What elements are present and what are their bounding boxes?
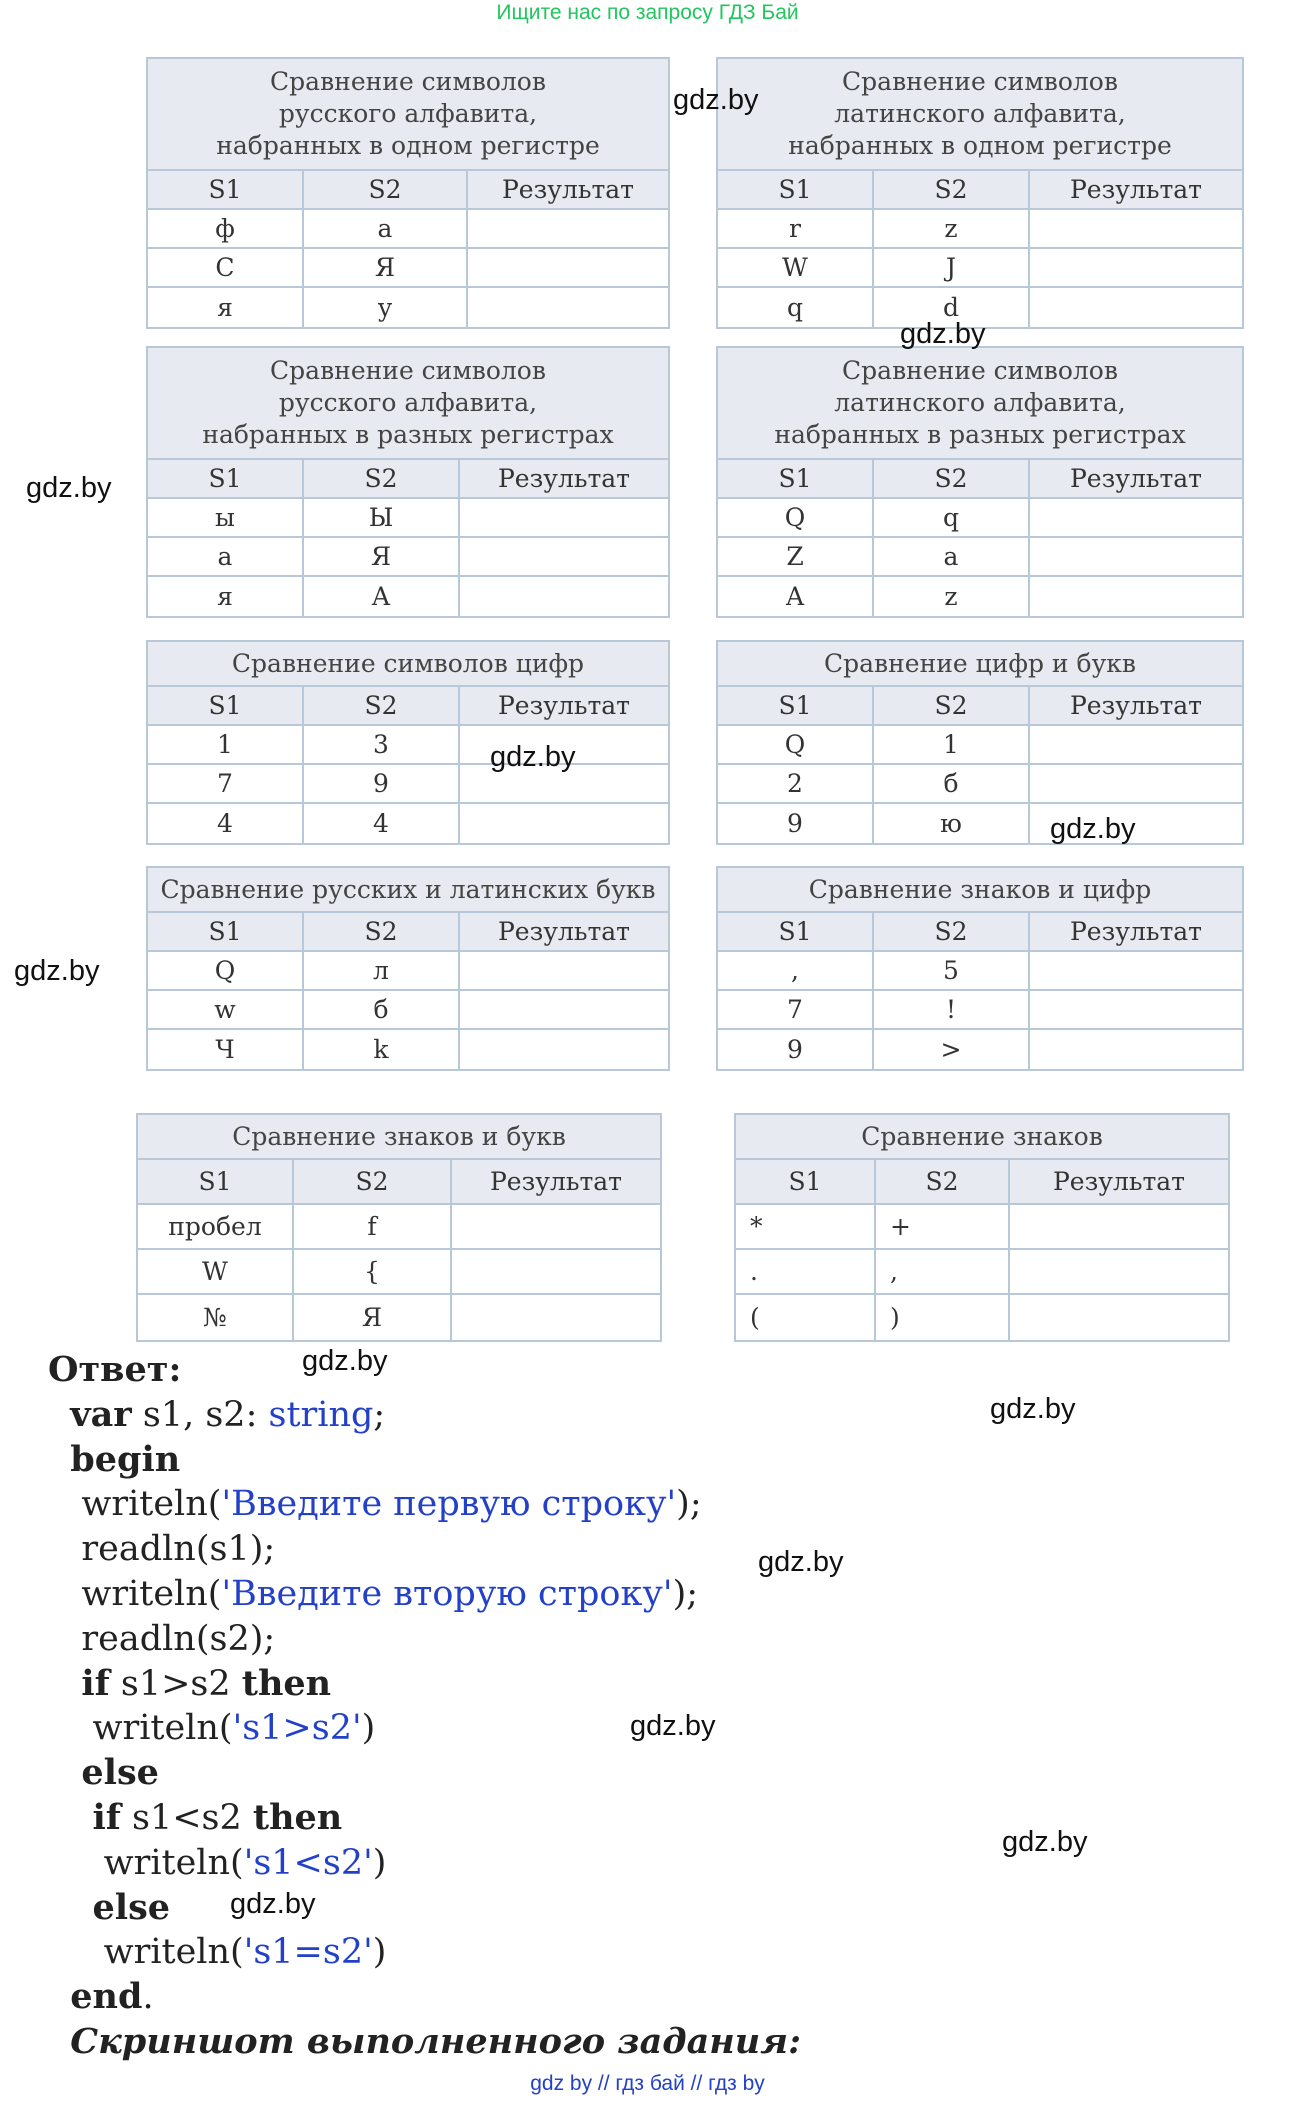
table-cell: Q: [718, 726, 874, 763]
table-cell: [1030, 249, 1242, 286]
table-cell: ,: [876, 1250, 1010, 1293]
watermark: gdz.by: [230, 1888, 316, 1920]
column-header: S2: [874, 460, 1030, 497]
table-title-line: Сравнение символов: [842, 67, 1118, 96]
table-title-line: Сравнение знаков и букв: [232, 1121, 566, 1151]
table-cell: w: [148, 991, 304, 1028]
table-cell: а: [148, 538, 304, 575]
code-line: writeln('Введите вторую строку');: [81, 1573, 699, 1614]
table-title-line: Сравнение символов цифр: [231, 648, 585, 678]
table-cell: [1030, 538, 1242, 575]
table-cell: W: [138, 1250, 294, 1293]
table-cell: [1030, 288, 1242, 327]
table-cell: Q: [718, 499, 874, 536]
table-cell: >: [874, 1030, 1030, 1069]
code-line: writeln('s1<s2'): [103, 1842, 387, 1883]
table-cell: [1010, 1295, 1228, 1340]
table-cell: 9: [718, 1030, 874, 1069]
table-cell: 1: [874, 726, 1030, 763]
comparison-table: [146, 866, 670, 1071]
table-cell: Ы: [304, 499, 460, 536]
table-header-row: [148, 460, 668, 499]
table-row: [718, 765, 1242, 804]
column-header: Результат: [497, 691, 631, 720]
table-title: [148, 868, 668, 913]
table-row: [148, 1030, 668, 1069]
column-header: Результат: [501, 175, 635, 204]
table-title-line: латинского алфавита,: [834, 99, 1126, 128]
table-cell: Z: [718, 538, 874, 575]
watermark: gdz.by: [758, 1546, 844, 1578]
table-title-line: латинского алфавита,: [834, 388, 1126, 417]
comparison-table: [146, 346, 670, 618]
table-cell: z: [874, 577, 1030, 616]
table-cell: [468, 288, 668, 327]
code-line: writeln('s1=s2'): [103, 1932, 387, 1973]
table-cell: [468, 249, 668, 286]
table-row: [718, 991, 1242, 1030]
table-cell: [1030, 499, 1242, 536]
table-title: [138, 1115, 660, 1160]
column-header: S1: [138, 1160, 294, 1203]
table-cell: Я: [294, 1295, 452, 1340]
table-cell: А: [304, 577, 460, 616]
table-cell: (: [736, 1295, 876, 1340]
table-title: [148, 59, 668, 171]
code-line: writeln('s1>s2'): [92, 1708, 376, 1749]
header-link[interactable]: Ищите нас по запросу ГДЗ Бай: [496, 1, 799, 24]
code-line: readln(s1);: [81, 1529, 276, 1570]
table-cell: 4: [304, 804, 460, 843]
table-cell: [1030, 210, 1242, 247]
answer-heading: Ответ:: [48, 1349, 182, 1390]
table-cell: !: [874, 991, 1030, 1028]
column-header: S1: [718, 913, 874, 950]
table-cell: [460, 952, 668, 989]
table-cell: б: [304, 991, 460, 1028]
table-cell: Я: [304, 538, 460, 575]
table-cell: k: [304, 1030, 460, 1069]
table-cell: 9: [718, 804, 874, 843]
table-cell: 4: [148, 804, 304, 843]
table-row: [718, 726, 1242, 765]
table-cell: [460, 577, 668, 616]
code-line: if s1<s2 then: [92, 1796, 343, 1838]
table-row: [138, 1205, 660, 1250]
table-header-row: [718, 687, 1242, 726]
table-title: [718, 868, 1242, 913]
watermark: gdz.by: [990, 1393, 1076, 1425]
column-header: S2: [874, 687, 1030, 724]
table-row: [718, 1030, 1242, 1069]
comparison-table: [716, 346, 1244, 618]
table-cell: 7: [148, 765, 304, 802]
table-row: [148, 991, 668, 1030]
table-cell: 9: [304, 765, 460, 802]
table-header-row: [718, 913, 1242, 952]
comparison-table: [146, 57, 670, 329]
table-title-line: Сравнение символов: [270, 67, 546, 96]
table-cell: ): [876, 1295, 1010, 1340]
table-title-line: набранных в разных регистрах: [202, 420, 614, 449]
comparison-table: [716, 57, 1244, 329]
table-cell: *: [736, 1205, 876, 1248]
table-cell: ы: [148, 499, 304, 536]
footer-links[interactable]: gdz by // гдз бай // гдз by: [530, 2072, 765, 2095]
table-header-row: [718, 460, 1242, 499]
table-cell: [460, 499, 668, 536]
table-row: [148, 499, 668, 538]
table-cell: {: [294, 1250, 452, 1293]
table-row: [718, 952, 1242, 991]
table-row: [718, 249, 1242, 288]
table-cell: [460, 991, 668, 1028]
comparison-table: [734, 1113, 1230, 1342]
table-cell: [1010, 1250, 1228, 1293]
column-header: S1: [148, 687, 304, 724]
table-row: [148, 577, 668, 616]
table-row: [718, 210, 1242, 249]
column-header: S1: [148, 460, 304, 497]
table-cell: Я: [304, 249, 468, 286]
table-header-row: [148, 687, 668, 726]
table-title-line: русского алфавита,: [278, 388, 538, 417]
table-title: [148, 642, 668, 687]
comparison-table: [146, 640, 670, 845]
table-row: [736, 1205, 1228, 1250]
table-title-line: Сравнение символов: [270, 356, 546, 385]
table-cell: 5: [874, 952, 1030, 989]
column-header: S1: [148, 171, 304, 208]
table-title: [718, 59, 1242, 171]
watermark: gdz.by: [302, 1345, 388, 1377]
table-cell: №: [138, 1295, 294, 1340]
table-title: [718, 348, 1242, 460]
code-line: end.: [70, 1976, 154, 2018]
table-row: [148, 210, 668, 249]
table-header-row: [138, 1160, 660, 1205]
table-cell: 3: [304, 726, 460, 763]
code-line: readln(s2);: [81, 1618, 276, 1659]
table-cell: а: [304, 210, 468, 247]
table-cell: f: [294, 1205, 452, 1248]
table-title-line: Сравнение символов: [842, 356, 1118, 385]
table-cell: [1030, 765, 1242, 802]
code-line: begin: [70, 1438, 181, 1480]
table-cell: ,: [718, 952, 874, 989]
comparison-table: [716, 866, 1244, 1071]
table-cell: [460, 1030, 668, 1069]
table-row: [138, 1250, 660, 1295]
table-cell: 1: [148, 726, 304, 763]
table-cell: л: [304, 952, 460, 989]
table-header-row: [148, 913, 668, 952]
table-cell: [460, 804, 668, 843]
table-cell: ф: [148, 210, 304, 247]
table-title-line: набранных в одном регистре: [788, 131, 1172, 160]
watermark: gdz.by: [14, 955, 100, 987]
watermark: gdz.by: [1002, 1826, 1088, 1858]
table-cell: [1030, 991, 1242, 1028]
table-cell: W: [718, 249, 874, 286]
table-cell: у: [304, 288, 468, 327]
watermark: gdz.by: [1050, 813, 1136, 845]
table-cell: a: [874, 538, 1030, 575]
table-cell: ю: [874, 804, 1030, 843]
table-title: [736, 1115, 1228, 1160]
table-row: [736, 1295, 1228, 1340]
table-row: [148, 952, 668, 991]
column-header: S2: [304, 687, 460, 724]
column-header: S2: [304, 171, 468, 208]
table-cell: [1030, 952, 1242, 989]
table-cell: б: [874, 765, 1030, 802]
code-line: if s1>s2 then: [81, 1662, 332, 1704]
table-title-line: Сравнение цифр и букв: [824, 648, 1136, 678]
table-header-row: [718, 171, 1242, 210]
table-cell: [1030, 577, 1242, 616]
table-header-row: [736, 1160, 1228, 1205]
table-cell: [452, 1250, 660, 1293]
column-header: Результат: [1069, 175, 1203, 204]
table-title: [148, 348, 668, 460]
column-header: S1: [718, 460, 874, 497]
code-line: writeln('Введите первую строку');: [81, 1484, 702, 1525]
column-header: S2: [304, 913, 460, 950]
column-header: Результат: [497, 464, 631, 493]
table-cell: [452, 1205, 660, 1248]
table-cell: я: [148, 288, 304, 327]
table-row: [148, 726, 668, 765]
table-cell: 2: [718, 765, 874, 802]
table-cell: [460, 538, 668, 575]
table-cell: z: [874, 210, 1030, 247]
table-title-line: Сравнение знаков: [861, 1121, 1103, 1151]
table-cell: .: [736, 1250, 876, 1293]
screenshot-caption: Скриншот выполненного задания:: [70, 2020, 801, 2062]
watermark: gdz.by: [900, 318, 986, 350]
watermark: gdz.by: [490, 741, 576, 773]
table-title-line: Сравнение знаков и цифр: [808, 874, 1152, 904]
column-header: S2: [304, 460, 460, 497]
code-line: var s1, s2: string;: [70, 1393, 386, 1435]
table-row: [148, 804, 668, 843]
table-cell: я: [148, 577, 304, 616]
table-row: [718, 577, 1242, 616]
table-row: [718, 804, 1242, 843]
table-title-line: русского алфавита,: [278, 99, 538, 128]
table-cell: J: [874, 249, 1030, 286]
table-cell: [1030, 726, 1242, 763]
table-cell: пробел: [138, 1205, 294, 1248]
watermark: gdz.by: [673, 84, 759, 116]
table-row: [148, 538, 668, 577]
table-cell: d: [874, 288, 1030, 327]
table-row: [718, 499, 1242, 538]
column-header: Результат: [1052, 1167, 1186, 1196]
table-title-line: набранных в одном регистре: [216, 131, 600, 160]
column-header: S1: [736, 1160, 876, 1203]
table-cell: q: [874, 499, 1030, 536]
table-title-line: Сравнение русских и латинских букв: [160, 874, 656, 904]
comparison-table: [716, 640, 1244, 845]
table-row: [736, 1250, 1228, 1295]
table-cell: 7: [718, 991, 874, 1028]
table-row: [148, 288, 668, 327]
table-cell: Q: [148, 952, 304, 989]
table-row: [148, 765, 668, 804]
table-cell: q: [718, 288, 874, 327]
column-header: S1: [718, 171, 874, 208]
table-row: [148, 249, 668, 288]
column-header: S2: [294, 1160, 452, 1203]
table-cell: С: [148, 249, 304, 286]
column-header: S1: [718, 687, 874, 724]
column-header: S2: [874, 913, 1030, 950]
comparison-table: [136, 1113, 662, 1342]
table-cell: [1030, 1030, 1242, 1069]
table-header-row: [148, 171, 668, 210]
column-header: S2: [874, 171, 1030, 208]
column-header: S1: [148, 913, 304, 950]
table-cell: [1010, 1205, 1228, 1248]
table-row: [138, 1295, 660, 1340]
table-cell: +: [876, 1205, 1010, 1248]
column-header: S2: [876, 1160, 1010, 1203]
table-cell: Ч: [148, 1030, 304, 1069]
watermark: gdz.by: [26, 472, 112, 504]
column-header: Результат: [489, 1167, 623, 1196]
code-line: else: [81, 1752, 159, 1794]
table-cell: r: [718, 210, 874, 247]
column-header: Результат: [1069, 691, 1203, 720]
table-cell: A: [718, 577, 874, 616]
watermark: gdz.by: [630, 1710, 716, 1742]
column-header: Результат: [1069, 917, 1203, 946]
column-header: Результат: [1069, 464, 1203, 493]
answer-block: [48, 1348, 801, 2065]
code-line: else: [92, 1886, 171, 1928]
table-row: [718, 538, 1242, 577]
column-header: Результат: [497, 917, 631, 946]
table-cell: [452, 1295, 660, 1340]
table-title: [718, 642, 1242, 687]
table-cell: [468, 210, 668, 247]
table-title-line: набранных в разных регистрах: [774, 420, 1186, 449]
